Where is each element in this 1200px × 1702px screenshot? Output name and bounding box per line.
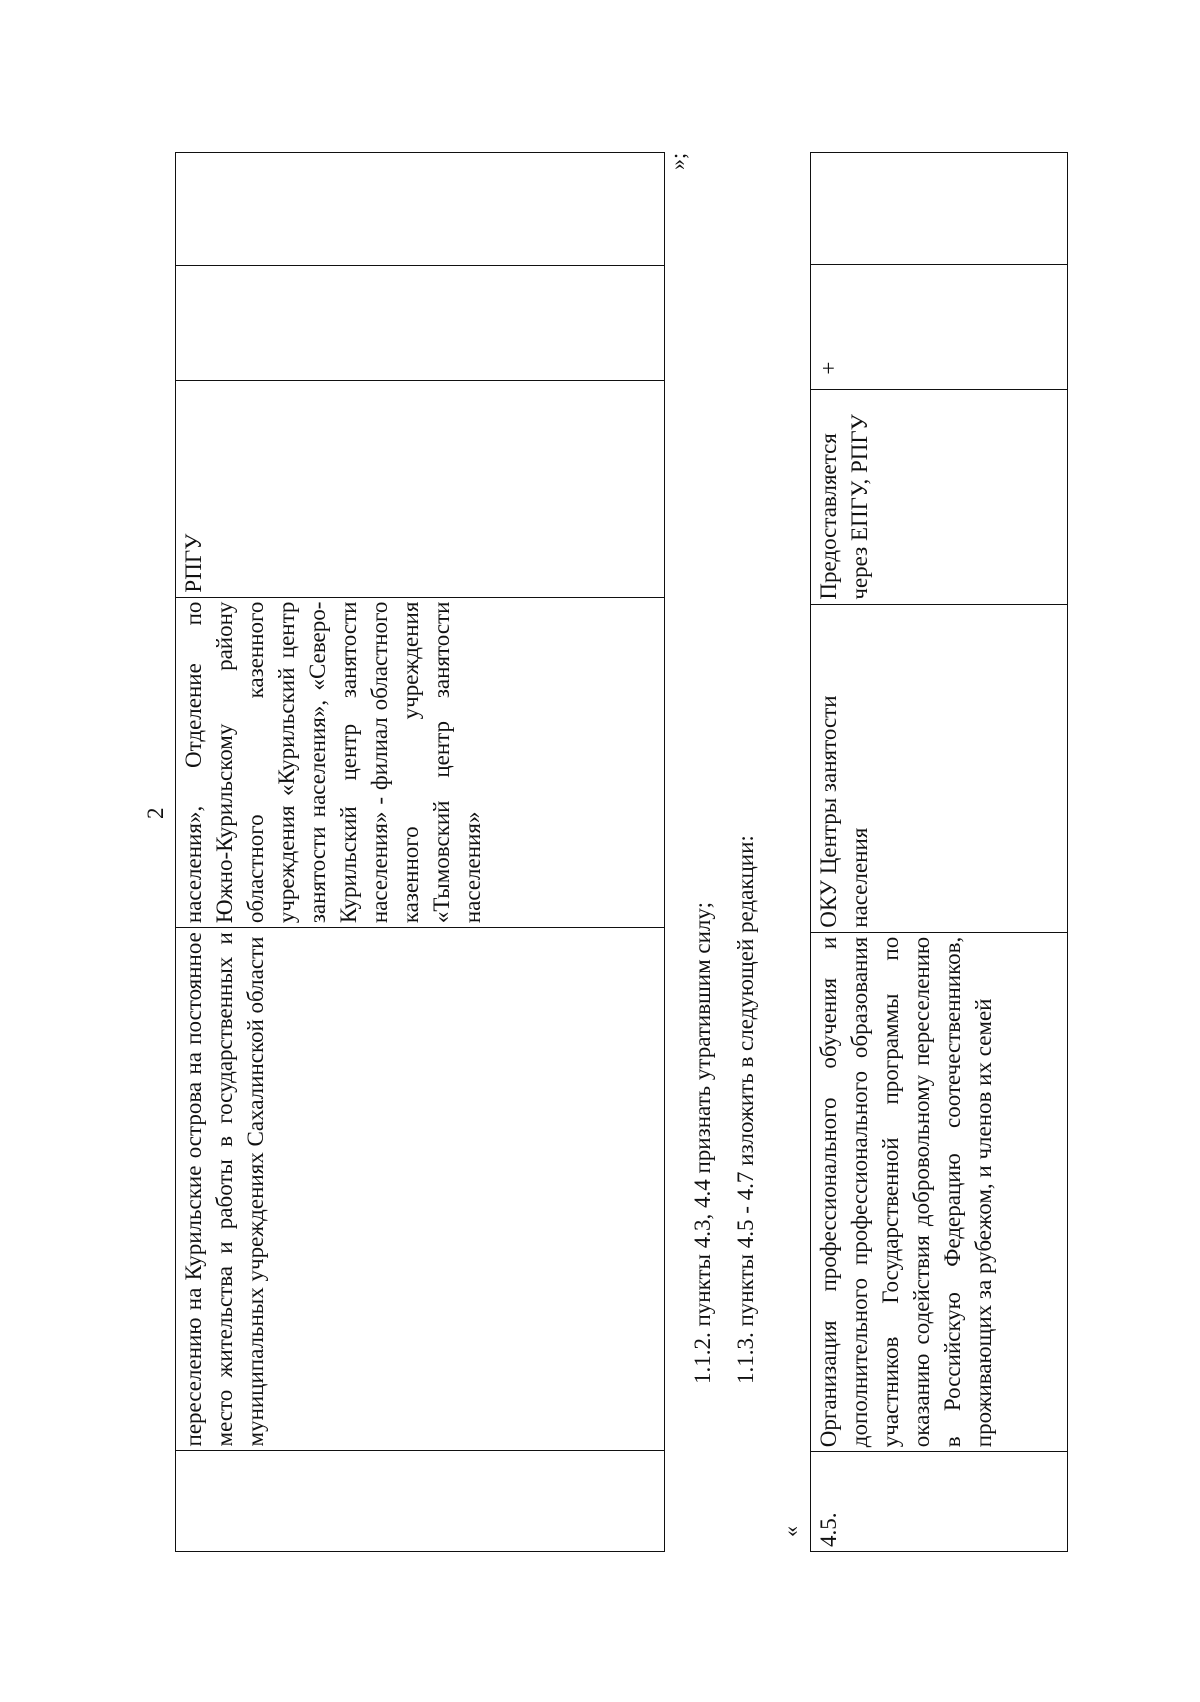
services-table-new-edition <box>810 152 1068 1552</box>
cell-service-name: переселению на Курильские острова на постоянное место жительства и работы в государственных и муниципальных учреждениях Сахалинской области <box>176 928 665 1451</box>
paragraph-1-1-2: 1.1.2. пункты 4.3, 4.4 признать утратившим силу; <box>690 902 715 1384</box>
paragraph-1-1-3: 1.1.3. пункты 4.5 - 4.7 изложить в следующей редакции: <box>733 835 758 1384</box>
cell-flag <box>176 265 665 380</box>
cell-number: 4.5. <box>811 1452 1068 1552</box>
cell-flag: + <box>811 265 1068 389</box>
page-number: 2 <box>143 807 168 819</box>
cell-provision: Предоставляется через ЕПГУ, РПГУ <box>811 389 1068 604</box>
closing-quote: »; <box>665 152 690 170</box>
table-row <box>176 153 665 1552</box>
cell-note <box>176 153 665 266</box>
cell-executor: ОКУ Центры занятости населения <box>811 604 1068 932</box>
opening-quote: « <box>778 1526 803 1537</box>
services-table-continued <box>175 152 665 1552</box>
cell-provision: РПГУ <box>176 381 665 598</box>
cell-service-name: Организация профессионального обучения и дополнительного профессионального образования участников Государственной программы по оказанию содействия добровольному переселению в Российскую Федерацию соотечественников, проживающих за рубежом, и членов их семей <box>811 932 1068 1451</box>
cell-executor: населения», Отделение по Южно-Курильскому району областного казенного учреждения «Курильский центр занятости населения», «Северо-Курильский центр занятости населения» - филиал областного казенного учреждения «Тымовский центр занятости населения» <box>176 597 665 928</box>
cell-number <box>176 1451 665 1552</box>
cell-note <box>811 153 1068 265</box>
table-row <box>811 153 1068 1552</box>
